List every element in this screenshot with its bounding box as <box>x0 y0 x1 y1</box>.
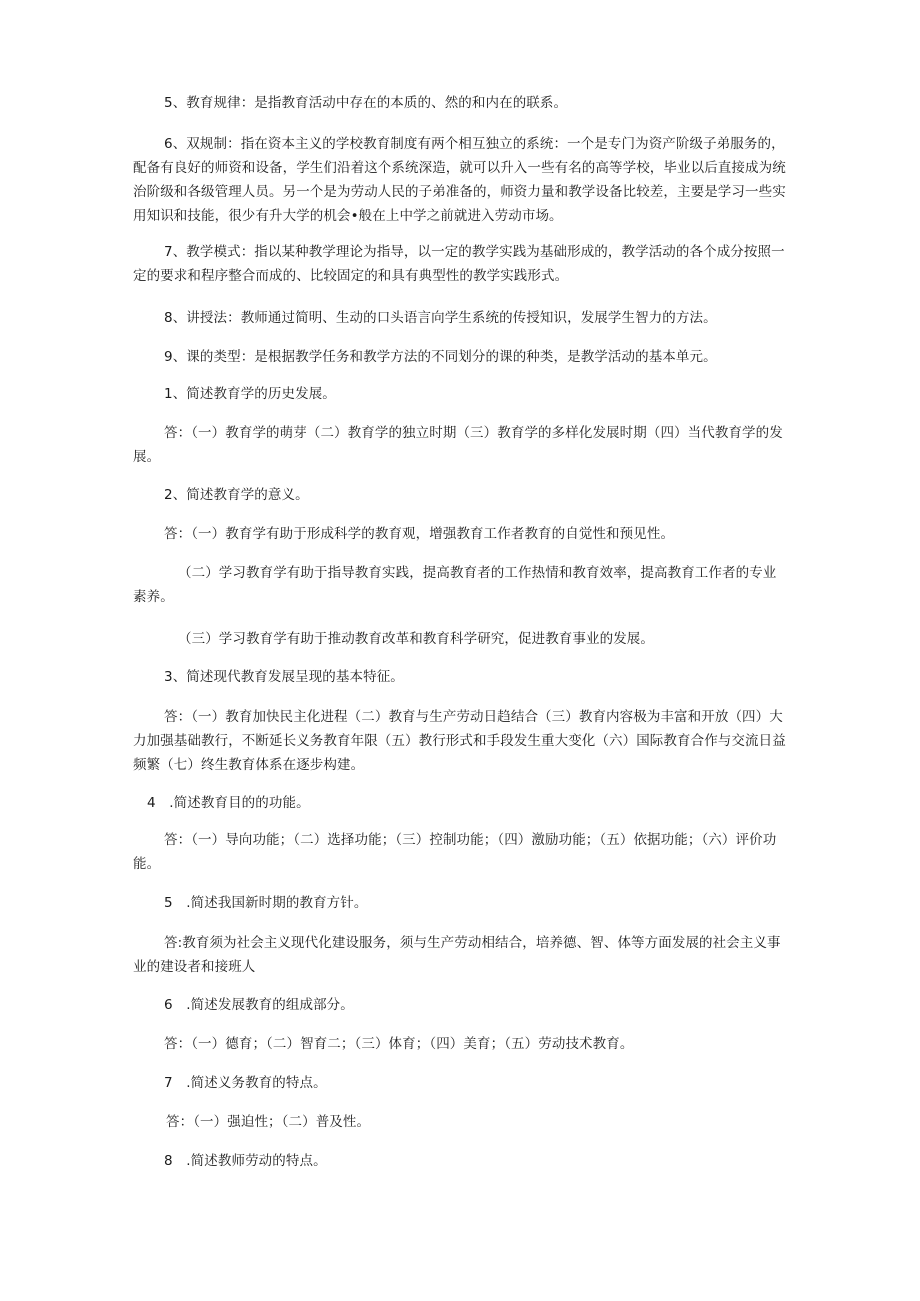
answer-2-part-3: （三）学习教育学有助于推动教育改革和教育科学研究，促进教育事业的发展。 <box>178 631 654 647</box>
question-6: 6 .简述发展教育的组成部分。 <box>164 997 354 1013</box>
answer-5: 答:教育须为社会主义现代化建设服务，须与生产劳动相结合，培养德、智、体等方面发展的社会主义事业的建设者和接班人 <box>133 935 781 975</box>
answer-4: 答：（一）导向功能；（二）选择功能；（三）控制功能；（四）激励功能；（五）依据功能；（六）评价功能。 <box>133 832 777 872</box>
term-definition-dual-track: 6、双规制：指在资本主义的学校教育制度有两个相互独立的系统：一个是专门为资产阶级子弟服务的，配备有良好的师资和设备，学生们沿着这个系统深造，就可以升入一些有名的高等学校，毕业以后直接成为统治阶级和各级管理人员。另一个是为劳动人民的子弟准备的，师资力量和教学设备比较差，主要是学习一些实用知识和技能，很少有升大学的机会•般在上中学之前就进入劳动市场。 <box>133 136 786 224</box>
answer-6: 答：（一）德育；（二）智育二；（三）体育；（四）美育；（五）劳动技术教育。 <box>164 1036 634 1052</box>
question-5: 5 .简述我国新时期的教育方针。 <box>164 895 368 911</box>
question-8: 8 .简述教师劳动的特点。 <box>164 1153 327 1169</box>
term-definition-lecture-method: 8、讲授法：教师通过简明、生动的口头语言向学生系统的传授知识，发展学生智力的方法。 <box>164 310 717 326</box>
question-1: 1、简述教育学的历史发展。 <box>164 386 336 402</box>
question-4: 4 .简述教育目的的功能。 <box>147 795 310 811</box>
term-definition-education-law: 5、教育规律：是指教育活动中存在的本质的、然的和内在的联系。 <box>164 95 568 111</box>
question-3: 3、简述现代教育发展呈现的基本特征。 <box>164 669 404 685</box>
answer-2-part-2: （二）学习教育学有助于指导教育实践，提高教育者的工作热情和教育效率，提高教育工作者的专业素养。 <box>133 565 777 605</box>
term-definition-teaching-model: 7、教学模式：指以某种教学理论为指导，以一定的教学实践为基础形成的，教学活动的各个成分按照一定的要求和程序整合而成的、比较固定的和具有典型性的教学实践形式。 <box>133 244 785 284</box>
answer-3: 答：（一）教育加快民主化进程（二）教育与生产劳动日趋结合（三）教育内容极为丰富和开放（四）大力加强基础教行，不断延长义务教育年限（五）教行形式和手段发生重大变化（六）国际教育合作与交流日益频繁（七）终生教育体系在逐步构建。 <box>133 709 786 773</box>
question-2: 2、简述教育学的意义。 <box>164 487 309 503</box>
answer-7: 答：（一）强迫性；（二）普及性。 <box>166 1114 371 1130</box>
question-7: 7 .简述义务教育的特点。 <box>164 1075 327 1091</box>
term-definition-lesson-type: 9、课的类型：是根据教学任务和教学方法的不同划分的课的种类，是教学活动的基本单元。 <box>164 349 717 365</box>
answer-1: 答：（一）教育学的萌芽（二）教育学的独立时期（三）教育学的多样化发展时期（四）当代教育学的发展。 <box>133 425 783 465</box>
answer-2-part-1: 答：（一）教育学有助于形成科学的教育观，增强教育工作者教育的自觉性和预见性。 <box>164 526 675 542</box>
